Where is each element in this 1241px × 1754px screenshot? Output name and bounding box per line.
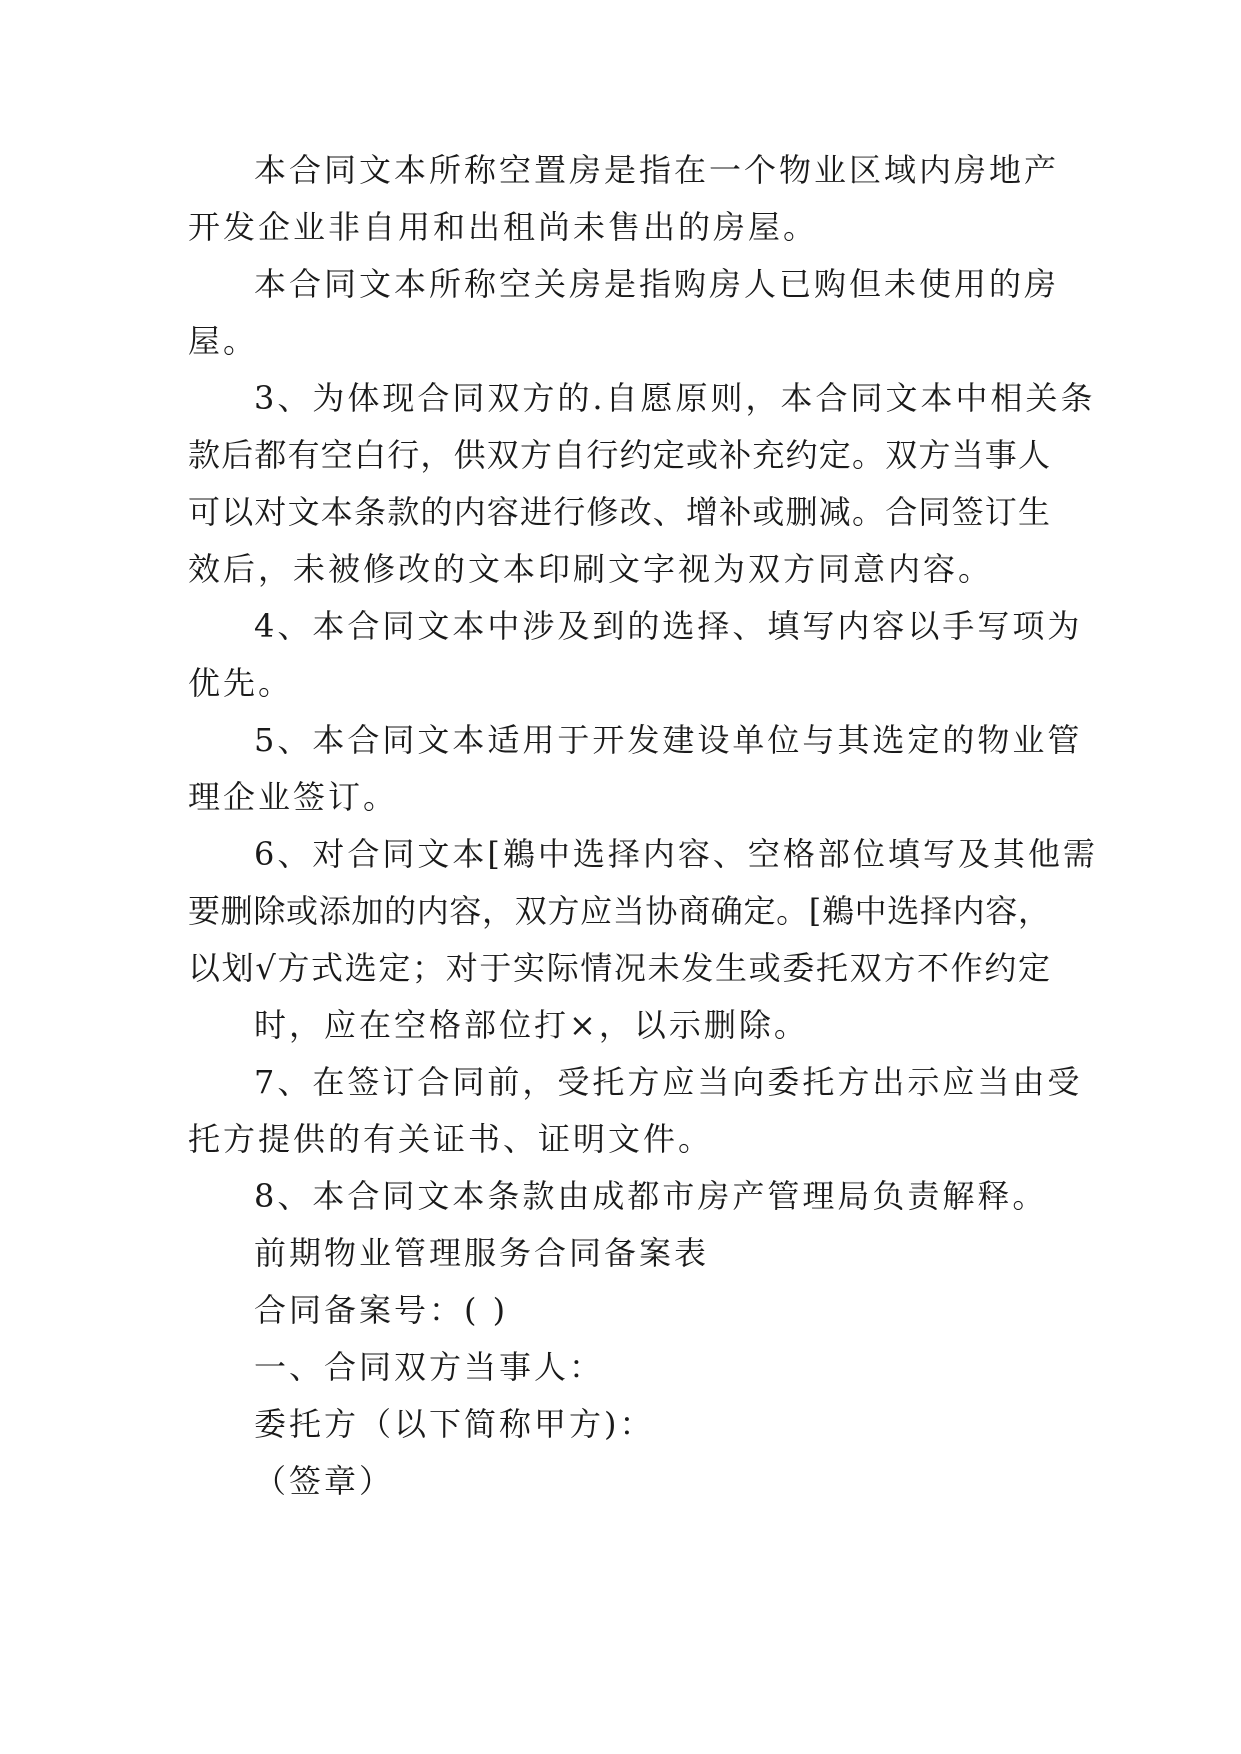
paragraph-line: 5、本合同文本适用于开发建设单位与其选定的物业管: [254, 721, 1083, 759]
paragraph-line: 8、本合同文本条款由成都市房产管理局负责解释。: [254, 1177, 1048, 1215]
paragraph-line: 效后，未被修改的文本印刷文字视为双方同意内容。: [188, 550, 994, 588]
paragraph-line: 托方提供的有关证书、证明文件。: [188, 1120, 714, 1158]
paragraph-line: 时，应在空格部位打×，以示删除。: [254, 1006, 809, 1044]
party-a-line: 委托方（以下简称甲方)：: [254, 1405, 655, 1443]
section-heading: 一、合同双方当事人：: [254, 1348, 605, 1386]
paragraph-line: 可以对文本条款的内容进行修改、增补或删减。合同签订生: [188, 493, 1050, 531]
paragraph-line: 理企业签订。: [188, 778, 399, 816]
paragraph-line: 本合同文本所称空置房是指在一个物业区域内房地产: [254, 151, 1060, 189]
section-title: 前期物业管理服务合同备案表: [254, 1234, 710, 1272]
paragraph-line: 以划√方式选定；对于实际情况未发生或委托双方不作约定: [188, 949, 1050, 987]
paragraph-line: 本合同文本所称空关房是指购房人已购但未使用的房: [254, 265, 1060, 303]
paragraph-line: 6、对合同文本[鵜中选择内容、空格部位填写及其他需: [254, 835, 1098, 873]
paragraph-line: 要删除或添加的内容，双方应当协商确定。[鵜中选择内容，: [188, 892, 1050, 930]
paragraph-line: 4、本合同文本中涉及到的选择、填写内容以手写项为: [254, 607, 1083, 645]
paragraph-line: 屋。: [188, 322, 259, 360]
paragraph-line: 3、为体现合同双方的.自愿原则，本合同文本中相关条: [254, 379, 1096, 417]
paragraph-line: 7、在签订合同前，受托方应当向委托方出示应当由受: [254, 1063, 1083, 1101]
paragraph-line: 款后都有空白行，供双方自行约定或补充约定。双方当事人: [188, 436, 1050, 474]
record-number-line: 合同备案号：( ): [254, 1291, 509, 1329]
paragraph-line: 开发企业非自用和出租尚未售出的房屋。: [188, 208, 819, 246]
signature-seal-line: （签章）: [254, 1462, 395, 1500]
paragraph-line: 优先。: [188, 664, 294, 702]
